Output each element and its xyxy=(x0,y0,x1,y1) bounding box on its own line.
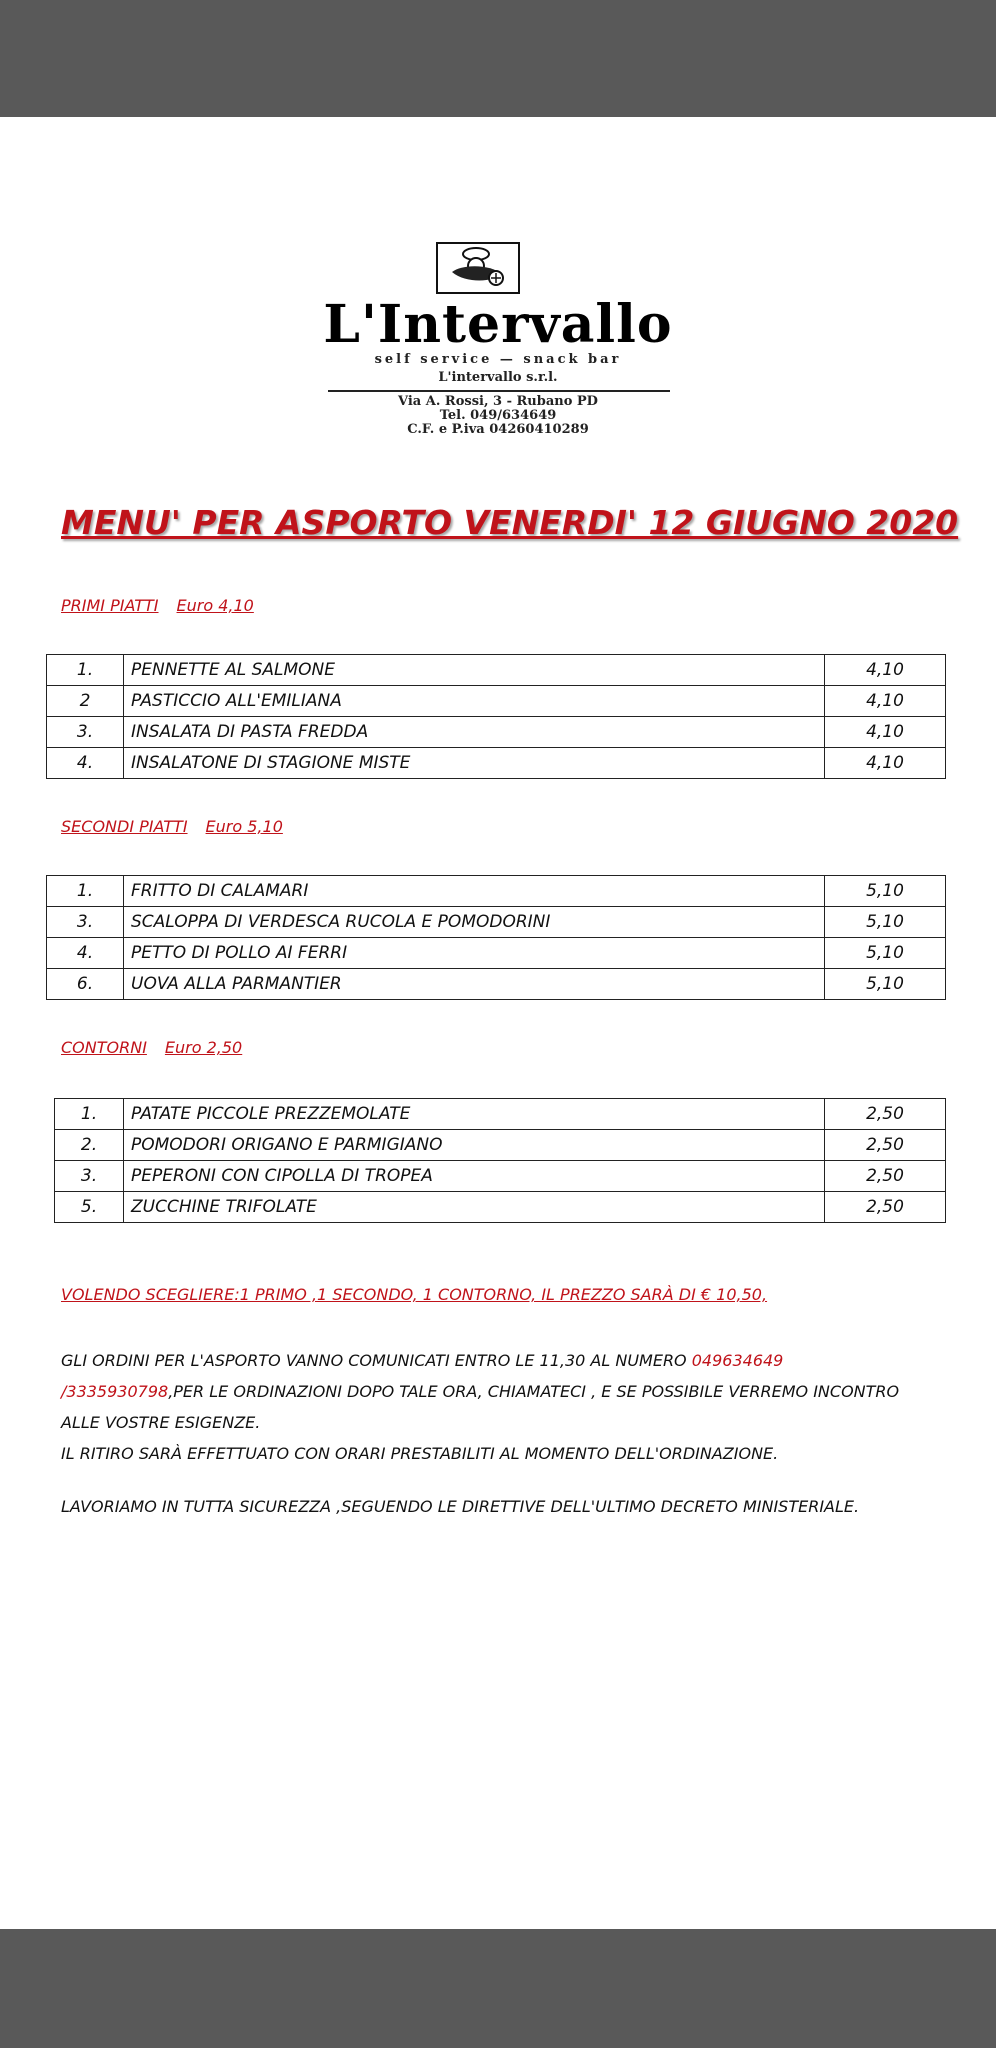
menu-table-secondi xyxy=(46,875,946,1000)
item-number: 3. xyxy=(55,1161,124,1192)
logo-tagline: self service — snack bar xyxy=(374,352,622,367)
logo-vat: C.F. e P.iva 04260410289 xyxy=(407,422,589,437)
logo-name: L'Intervallo xyxy=(323,294,673,355)
item-price: 4,10 xyxy=(825,655,946,686)
menu-title: MENU' PER ASPORTO VENERDI' 12 GIUGNO 2020 xyxy=(61,503,959,542)
item-price: 5,10 xyxy=(825,938,946,969)
item-dish: FRITTO DI CALAMARI xyxy=(124,876,825,907)
table-row xyxy=(47,907,946,938)
section-name: CONTORNI xyxy=(61,1038,147,1057)
phone-number: 049634649 xyxy=(691,1351,784,1370)
table-row xyxy=(47,748,946,779)
item-number: 5. xyxy=(55,1192,124,1223)
chef-icon xyxy=(436,242,520,294)
menu-table-primi xyxy=(46,654,946,779)
item-price: 4,10 xyxy=(825,686,946,717)
logo-company: L'intervallo s.r.l. xyxy=(438,370,558,385)
order-info-line: ALLE VOSTRE ESIGENZE. xyxy=(61,1413,261,1432)
logo-address: Via A. Rossi, 3 - Rubano PD xyxy=(398,394,598,409)
item-number: 3. xyxy=(47,907,124,938)
section-name: SECONDI PIATTI xyxy=(61,817,188,836)
item-dish: PETTO DI POLLO AI FERRI xyxy=(124,938,825,969)
table-row xyxy=(55,1130,946,1161)
section-heading-secondi xyxy=(61,817,283,836)
order-info-line xyxy=(61,1345,981,1376)
combo-offer: VOLENDO SCEGLIERE:1 PRIMO ,1 SECONDO, 1 CONTORNO, IL PREZZO SARÀ DI € 10,50, xyxy=(61,1285,768,1304)
safety-note: LAVORIAMO IN TUTTA SICUREZZA ,SEGUENDO LE DIRETTIVE DELL'ULTIMO DECRETO MINISTERIALE. xyxy=(61,1497,860,1516)
logo-phone: Tel. 049/634649 xyxy=(439,408,557,423)
table-row xyxy=(47,655,946,686)
item-number: 2. xyxy=(55,1130,124,1161)
order-info-text: GLI ORDINI PER L'ASPORTO VANNO COMUNICATI ENTRO LE 11,30 AL NUMERO xyxy=(61,1351,692,1370)
item-dish: UOVA ALLA PARMANTIER xyxy=(124,969,825,1000)
item-price: 2,50 xyxy=(825,1192,946,1223)
item-number: 4. xyxy=(47,938,124,969)
table-row xyxy=(55,1192,946,1223)
section-price: Euro 2,50 xyxy=(164,1038,243,1057)
order-info-line xyxy=(61,1376,981,1407)
table-row xyxy=(47,969,946,1000)
item-number: 3. xyxy=(47,717,124,748)
item-price: 4,10 xyxy=(825,748,946,779)
item-dish: SCALOPPA DI VERDESCA RUCOLA E POMODORINI xyxy=(124,907,825,938)
menu-table-contorni xyxy=(54,1098,946,1223)
item-dish: PASTICCIO ALL'EMILIANA xyxy=(124,686,825,717)
pickup-info: IL RITIRO SARÀ EFFETTUATO CON ORARI PRESTABILITI AL MOMENTO DELL'ORDINAZIONE. xyxy=(61,1444,779,1463)
item-number: 6. xyxy=(47,969,124,1000)
item-dish: POMODORI ORIGANO E PARMIGIANO xyxy=(124,1130,825,1161)
item-dish: ZUCCHINE TRIFOLATE xyxy=(124,1192,825,1223)
item-price: 2,50 xyxy=(825,1099,946,1130)
item-dish: PEPERONI CON CIPOLLA DI TROPEA xyxy=(124,1161,825,1192)
item-price: 5,10 xyxy=(825,876,946,907)
item-price: 5,10 xyxy=(825,969,946,1000)
section-price: Euro 4,10 xyxy=(176,596,254,615)
item-price: 5,10 xyxy=(825,907,946,938)
bottom-bar xyxy=(0,1929,996,2048)
item-price: 4,10 xyxy=(825,717,946,748)
table-row xyxy=(47,686,946,717)
section-price: Euro 5,10 xyxy=(205,817,283,836)
item-number: 4. xyxy=(47,748,124,779)
item-dish: PATATE PICCOLE PREZZEMOLATE xyxy=(124,1099,825,1130)
item-price: 2,50 xyxy=(825,1161,946,1192)
section-name: PRIMI PIATTI xyxy=(61,596,159,615)
item-price: 2,50 xyxy=(825,1130,946,1161)
table-row xyxy=(47,717,946,748)
order-info-text: ,PER LE ORDINAZIONI DOPO TALE ORA, CHIAMATECI , E SE POSSIBILE VERREMO INCONTRO xyxy=(168,1382,900,1401)
logo-divider xyxy=(328,390,670,392)
table-row xyxy=(55,1099,946,1130)
table-row xyxy=(47,938,946,969)
top-bar xyxy=(0,0,996,117)
table-row xyxy=(47,876,946,907)
item-dish: INSALATA DI PASTA FREDDA xyxy=(124,717,825,748)
item-dish: PENNETTE AL SALMONE xyxy=(124,655,825,686)
section-heading-primi xyxy=(61,596,254,615)
mobile-number: /3335930798 xyxy=(61,1382,169,1401)
item-number: 1. xyxy=(47,876,124,907)
item-number: 1. xyxy=(55,1099,124,1130)
item-number: 1. xyxy=(47,655,124,686)
item-dish: INSALATONE DI STAGIONE MISTE xyxy=(124,748,825,779)
order-info xyxy=(61,1345,981,1469)
table-row xyxy=(55,1161,946,1192)
section-heading-contorni xyxy=(61,1038,242,1057)
item-number: 2 xyxy=(47,686,124,717)
